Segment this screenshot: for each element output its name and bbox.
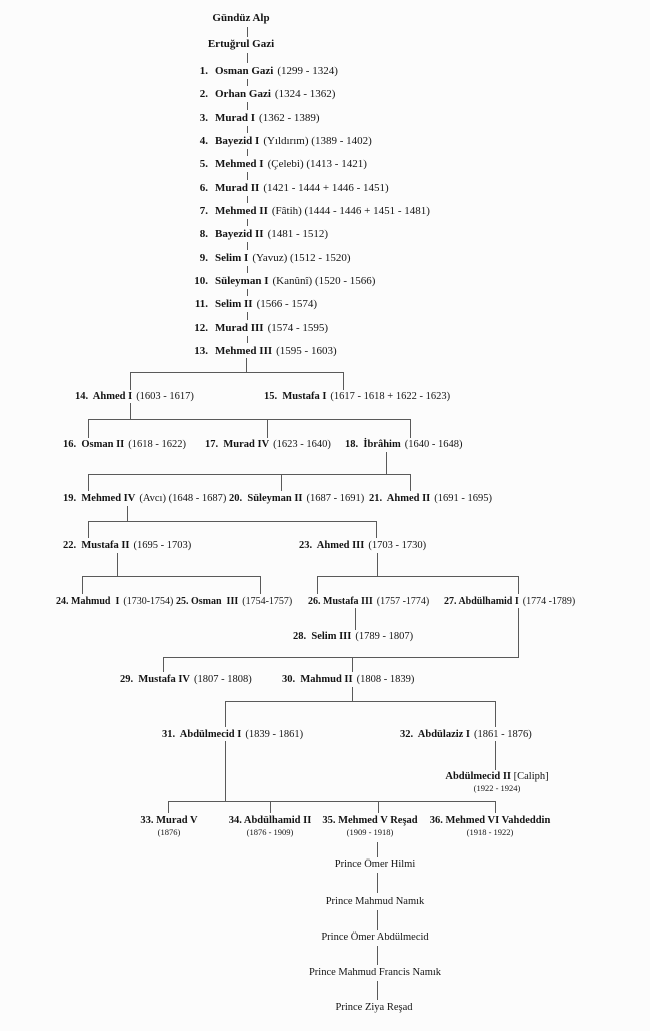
node-prince-ziya-resad (336, 1002, 413, 1014)
branch-line (270, 801, 271, 813)
node-22-mustafa-ii (63, 540, 191, 552)
node-08-bayezid-ii (190, 228, 328, 241)
descent-line (247, 27, 248, 37)
descent-line (225, 741, 226, 801)
sultan-years: (1757 -1774) (376, 596, 430, 607)
node-30-mahmud-ii (282, 674, 414, 686)
node-ertugrul-gazi (208, 38, 274, 51)
sultan-name: Mehmed II (215, 205, 268, 217)
sultan-years: (1876 - 1909) (246, 827, 294, 837)
sultan-name: 33. Murad V (140, 815, 198, 826)
sultan-name: 15. Mustafa I (264, 391, 327, 402)
sultan-years: (1876) (157, 827, 181, 837)
sultan-years: (1687 - 1691) (306, 493, 365, 504)
node-02-orhan-gazi (190, 88, 335, 101)
descent-line (247, 336, 248, 343)
node-07-mehmed-ii (190, 205, 430, 218)
descent-line (377, 842, 378, 857)
sultan-number: 11. (194, 298, 208, 310)
sultan-years: (Çelebi) (1413 - 1421) (267, 158, 367, 170)
ancestor-name: Gündüz Alp (212, 12, 270, 24)
sibling-bar (163, 657, 519, 658)
sibling-bar (88, 474, 411, 475)
sultan-years: (1730-1754) (123, 596, 174, 607)
descent-line (377, 946, 378, 965)
node-20-suleyman-ii (229, 493, 364, 505)
sultan-years: (1909 - 1918) (346, 827, 394, 837)
sultan-number: 1. (199, 65, 208, 77)
descent-line (247, 219, 248, 226)
descent-line (247, 79, 248, 86)
node-34-abdulhamid-ii (229, 815, 312, 838)
sultan-name: 20. Süleyman II (229, 493, 303, 504)
sibling-bar (82, 576, 261, 577)
descent-line (247, 266, 248, 273)
sultan-name: 23. Ahmed III (299, 540, 365, 551)
sultan-number: 5. (199, 158, 208, 170)
caliph-name-line (445, 771, 548, 783)
sultan-years: (1574 - 1595) (267, 322, 329, 334)
node-35-mehmed-v-resad (322, 815, 417, 838)
node-36-mehmed-vi-vahdeddin (430, 815, 551, 838)
descent-line (246, 358, 247, 372)
node-17-murad-iv (205, 439, 331, 451)
descent-line (247, 53, 248, 63)
branch-line (378, 801, 379, 813)
sibling-bar (225, 701, 496, 702)
sultan-number: 8. (199, 228, 208, 240)
branch-line (168, 801, 169, 813)
descent-line (247, 102, 248, 110)
sultan-name: Mehmed III (215, 345, 273, 357)
descent-line (130, 403, 131, 419)
descent-line (247, 312, 248, 320)
descent-line (377, 873, 378, 893)
sultan-years: (Yıldırım) (1389 - 1402) (263, 135, 372, 147)
node-27-abdulhamid-i (444, 596, 575, 608)
node-11-selim-ii (190, 298, 317, 311)
sultan-name: 27. Abdülhamid I (444, 596, 519, 607)
descent-line (495, 741, 496, 770)
sultan-name: 30. Mahmud II (282, 674, 353, 685)
sultan-name: Selim II (215, 298, 253, 310)
descent-line (377, 553, 378, 576)
sultan-name: Bayezid II (215, 228, 264, 240)
node-23-ahmed-iii (299, 540, 426, 552)
sultan-name: 18. İbrâhim (345, 439, 401, 450)
branch-line (410, 419, 411, 438)
sultan-years: (1617 - 1618 + 1622 - 1623) (330, 391, 451, 402)
prince-name: Prince Ömer Abdülmecid (321, 932, 429, 943)
sultan-name: 25. Osman III (176, 596, 239, 607)
prince-name: Prince Ziya Reşad (335, 1002, 413, 1013)
descent-line (247, 289, 248, 296)
sultan-number: 13. (194, 345, 208, 357)
sultan-number: 12. (194, 322, 208, 334)
branch-line (518, 576, 519, 594)
node-28-selim-iii (293, 631, 413, 643)
descent-line (127, 506, 128, 521)
sultan-name: Murad I (215, 112, 256, 124)
sultan-years: (1691 - 1695) (434, 493, 493, 504)
sultan-years: (1703 - 1730) (368, 540, 427, 551)
descent-line (355, 608, 356, 630)
branch-line (343, 372, 344, 390)
sultan-name: 28. Selim III (293, 631, 352, 642)
branch-line (88, 419, 89, 438)
branch-line (317, 576, 318, 594)
node-04-bayezid-i (190, 135, 372, 148)
descent-line (247, 172, 248, 180)
prince-name: Prince Ömer Hilmi (334, 859, 416, 870)
branch-line (495, 801, 496, 813)
branch-line (82, 576, 83, 594)
sultan-years: (1421 - 1444 + 1446 - 1451) (263, 182, 389, 194)
node-prince-omer-hilmi (335, 859, 415, 871)
prince-name: Prince Mahmud Francis Namık (308, 967, 442, 978)
node-16-osman-ii (63, 439, 186, 451)
sultan-name: 21. Ahmed II (369, 493, 431, 504)
sultan-name: 31. Abdülmecid I (162, 729, 242, 740)
node-26-mustafa-iii (308, 596, 429, 608)
sultan-number: 7. (199, 205, 208, 217)
sultan-number: 4. (199, 135, 208, 147)
branch-line (130, 372, 131, 390)
sultan-years: (1774 -1789) (522, 596, 576, 607)
sultan-name: 26. Mustafa III (308, 596, 373, 607)
branch-line (260, 576, 261, 594)
caliph-name: Abdülmecid II (445, 771, 512, 782)
node-prince-mahmud-namik (326, 896, 425, 908)
sultan-number: 3. (199, 112, 208, 124)
sultan-years: (1695 - 1703) (133, 540, 192, 551)
sultan-years: (1623 - 1640) (273, 439, 331, 450)
sultan-years: (1299 - 1324) (277, 65, 338, 77)
sultan-name: 36. Mehmed VI Vahdeddin (429, 815, 551, 826)
sultan-name: Murad III (215, 322, 264, 334)
sultan-years: (1807 - 1808) (194, 674, 252, 685)
branch-line (163, 657, 164, 672)
sultan-name: 32. Abdülaziz I (400, 729, 471, 740)
sultan-name: 24. Mahmud I (56, 596, 120, 607)
sultan-name: 17. Murad IV (205, 439, 270, 450)
branch-line (267, 419, 268, 438)
branch-line (88, 521, 89, 538)
sultan-years: (Fâtih) (1444 - 1446 + 1451 - 1481) (271, 205, 430, 217)
sultan-years: (1481 - 1512) (267, 228, 329, 240)
node-19-mehmed-iv (63, 493, 226, 505)
node-06-murad-ii (190, 182, 389, 195)
node-12-murad-iii (190, 322, 328, 335)
sultan-years: (1754-1757) (242, 596, 293, 607)
caliph-title: [Caliph] (513, 771, 549, 782)
descent-line (518, 608, 519, 657)
sultan-name: Murad II (215, 182, 260, 194)
sibling-bar (317, 576, 519, 577)
node-25-osman-iii (176, 596, 292, 608)
node-05-mehmed-i (190, 158, 367, 171)
sultan-years: (Yavuz) (1512 - 1520) (252, 252, 351, 264)
node-abdulmecid-ii-caliph (445, 771, 548, 794)
sultan-number: 2. (199, 88, 208, 100)
node-29-mustafa-iv (120, 674, 252, 686)
sultan-years: (1918 - 1922) (466, 827, 514, 837)
descent-line (386, 452, 387, 474)
sultan-name: Bayezid I (215, 135, 260, 147)
sultan-years: (Kanûnî) (1520 - 1566) (272, 275, 376, 287)
sultan-years: (1789 - 1807) (355, 631, 414, 642)
node-24-mahmud-i (56, 596, 173, 608)
sultan-name: Selim I (215, 252, 249, 264)
branch-line (376, 521, 377, 538)
sultan-years: (1808 - 1839) (356, 674, 415, 685)
prince-name: Prince Mahmud Namık (325, 896, 425, 907)
node-18-ibrahim (345, 439, 462, 451)
ancestor-name: Ertuğrul Gazi (207, 38, 275, 50)
branch-line (495, 701, 496, 727)
node-14-ahmed-i (75, 391, 194, 403)
descent-line (247, 196, 248, 203)
branch-line (88, 474, 89, 491)
node-33-murad-v (140, 815, 197, 838)
node-09-selim-i (190, 252, 351, 265)
branch-line (410, 474, 411, 491)
sultan-number: 6. (199, 182, 208, 194)
sultan-name: 34. Abdülhamid II (228, 815, 312, 826)
sibling-bar (130, 372, 344, 373)
sultan-years: (1640 - 1648) (404, 439, 463, 450)
descent-line (377, 910, 378, 930)
sultan-name: Süleyman I (215, 275, 269, 287)
node-prince-mahmud-francis-namik (309, 967, 441, 979)
branch-line (225, 701, 226, 727)
branch-line (352, 657, 353, 672)
sultan-years: (1595 - 1603) (276, 345, 337, 357)
sultan-name: 19. Mehmed IV (63, 493, 136, 504)
node-31-abdulmecid-i (162, 729, 303, 741)
sultan-name: Orhan Gazi (215, 88, 271, 100)
node-10-suleyman-i (190, 275, 375, 288)
sultan-years: (1618 - 1622) (128, 439, 187, 450)
sultan-years: (1324 - 1362) (274, 88, 336, 100)
descent-line (352, 687, 353, 701)
sultan-name: Mehmed I (215, 158, 264, 170)
descent-line (117, 553, 118, 576)
node-03-murad-i (190, 112, 320, 125)
node-15-mustafa-i (264, 391, 450, 403)
descent-line (247, 242, 248, 250)
descent-line (377, 981, 378, 1000)
sultan-years: (1839 - 1861) (245, 729, 304, 740)
sultan-years: (Avcı) (1648 - 1687) (139, 493, 227, 504)
sultan-years: (1603 - 1617) (136, 391, 194, 402)
node-01-osman-gazi (190, 65, 338, 78)
sultan-name: 29. Mustafa IV (120, 674, 190, 685)
sultan-name: 16. Osman II (63, 439, 125, 450)
sultan-number: 10. (194, 275, 208, 287)
node-prince-omer-abdulmecid (321, 932, 428, 944)
sultan-number: 9. (199, 252, 208, 264)
sultan-name: 14. Ahmed I (75, 391, 133, 402)
descent-line (247, 149, 248, 156)
sultan-name: 35. Mehmed V Reşad (322, 815, 418, 826)
node-13-mehmed-iii (190, 345, 337, 358)
branch-line (281, 474, 282, 491)
node-21-ahmed-ii (369, 493, 492, 505)
sultan-name: 22. Mustafa II (63, 540, 130, 551)
sultan-years: (1566 - 1574) (256, 298, 318, 310)
descent-line (247, 126, 248, 133)
sibling-bar (168, 801, 496, 802)
sultan-name: Osman Gazi (215, 65, 274, 77)
node-32-abdulaziz-i (400, 729, 532, 741)
sibling-bar (88, 521, 377, 522)
sultan-years: (1861 - 1876) (474, 729, 532, 740)
caliph-years: (1922 - 1924) (473, 783, 521, 793)
sultan-years: (1362 - 1389) (259, 112, 320, 124)
sibling-bar (88, 419, 411, 420)
node-gunduz-alp (212, 12, 269, 25)
